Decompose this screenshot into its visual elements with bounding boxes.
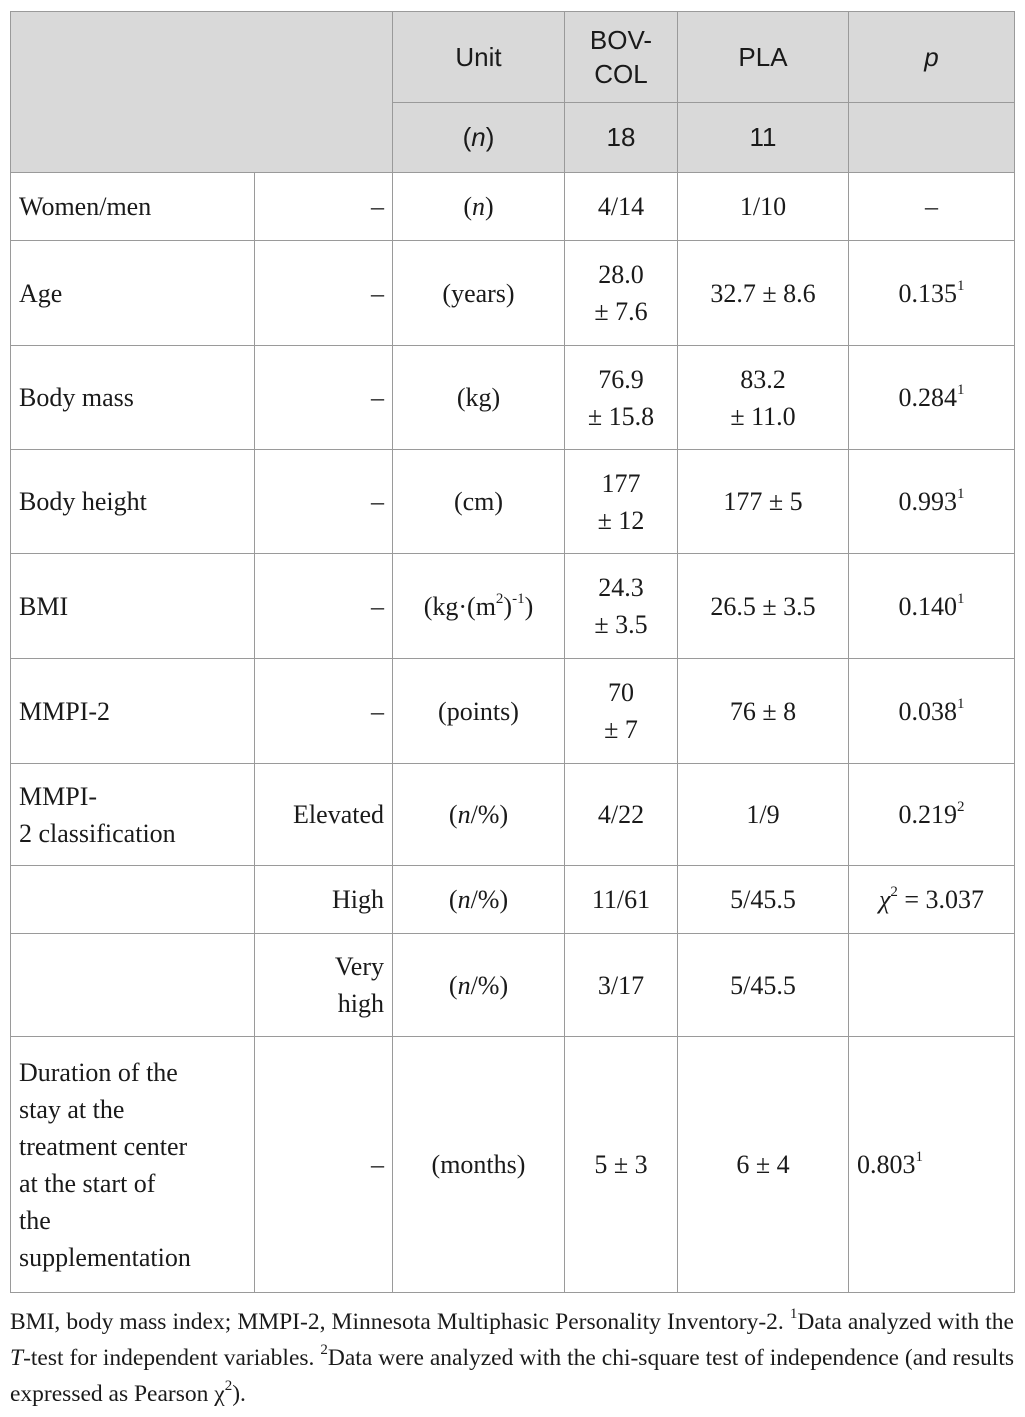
row-unit: $(kg\cdot(m^2)^{-1})$ — [393, 554, 565, 659]
row-p: 0.219$^2$ — [849, 764, 1015, 866]
row-unit: (n/%) — [393, 866, 565, 934]
row-bovcol: 4/22 — [565, 764, 678, 866]
row-label: MMPI-2 — [11, 659, 255, 764]
row-sub: – — [255, 173, 393, 241]
header-p: p — [849, 12, 1015, 103]
row-pla: 26.5 ± 3.5 — [678, 554, 849, 659]
header-n-p — [849, 103, 1015, 173]
row-p: 0.038$^1$ — [849, 659, 1015, 764]
row-sub: – — [255, 241, 393, 346]
row-sub: High — [255, 866, 393, 934]
demographics-table — [10, 11, 1015, 1293]
row-unit: (kg) — [393, 346, 565, 450]
row-sub: – — [255, 554, 393, 659]
header-group-bovcol: BOV- COL — [565, 12, 678, 103]
row-p: 0.993$^1$ — [849, 450, 1015, 554]
row-sub: Elevated — [255, 764, 393, 866]
header-n-label: (n) — [393, 103, 565, 173]
table-footnote: BMI, body mass index; MMPI-2, Minnesota Multiphasic Personality Inventory-2. $^1$Data analyzed with the T-test for independent variables. $^2$Data were analyzed with the chi-square test of independence (and results expressed as Pearson $\chi^2$). — [10, 1306, 1014, 1407]
header-row — [11, 12, 1015, 103]
row-bovcol: 4/14 — [565, 173, 678, 241]
row-label: BMI — [11, 554, 255, 659]
row-bovcol: 76.9 ± 15.8 — [565, 346, 678, 450]
row-unit: (n) — [393, 173, 565, 241]
row-bovcol: 177 ± 12 — [565, 450, 678, 554]
table-row — [11, 764, 1015, 866]
row-pla: 1/10 — [678, 173, 849, 241]
header-n-bovcol: 18 — [565, 103, 678, 173]
row-p — [849, 934, 1015, 1037]
row-sub: – — [255, 346, 393, 450]
row-label — [11, 934, 255, 1037]
row-bovcol: 24.3 ± 3.5 — [565, 554, 678, 659]
table-row — [11, 346, 1015, 450]
row-pla: 32.7 ± 8.6 — [678, 241, 849, 346]
row-p: $\chi^2 = 3.037$ — [849, 866, 1015, 934]
table-row — [11, 241, 1015, 346]
row-p: 0.135$^1$ — [849, 241, 1015, 346]
row-unit: (cm) — [393, 450, 565, 554]
row-label — [11, 866, 255, 934]
row-unit: (months) — [393, 1037, 565, 1293]
row-unit: (n/%) — [393, 764, 565, 866]
row-label: Age — [11, 241, 255, 346]
table-row — [11, 1037, 1015, 1293]
row-label: Body mass — [11, 346, 255, 450]
row-bovcol: 28.0 ± 7.6 — [565, 241, 678, 346]
row-pla: 5/45.5 — [678, 934, 849, 1037]
row-pla: 76 ± 8 — [678, 659, 849, 764]
row-pla: 6 ± 4 — [678, 1037, 849, 1293]
header-empty-cell — [11, 12, 393, 173]
row-sub: – — [255, 1037, 393, 1293]
row-p: 0.140$^1$ — [849, 554, 1015, 659]
row-p: 0.803$^1$ — [849, 1037, 1015, 1293]
row-bovcol: 5 ± 3 — [565, 1037, 678, 1293]
row-p: 0.284$^1$ — [849, 346, 1015, 450]
row-sub: – — [255, 659, 393, 764]
row-unit: (years) — [393, 241, 565, 346]
table-row — [11, 866, 1015, 934]
row-sub: Very high — [255, 934, 393, 1037]
row-pla: 5/45.5 — [678, 866, 849, 934]
row-label: Women/men — [11, 173, 255, 241]
row-sub: – — [255, 450, 393, 554]
row-pla: 1/9 — [678, 764, 849, 866]
table-row — [11, 934, 1015, 1037]
row-label: Body height — [11, 450, 255, 554]
row-unit: (points) — [393, 659, 565, 764]
row-p: – — [849, 173, 1015, 241]
header-n-pla: 11 — [678, 103, 849, 173]
table-row — [11, 554, 1015, 659]
row-unit: (n/%) — [393, 934, 565, 1037]
row-label: Duration of the stay at the treatment center at the start of the supplementation — [11, 1037, 255, 1293]
table-row — [11, 173, 1015, 241]
table-row — [11, 659, 1015, 764]
header-unit: Unit — [393, 12, 565, 103]
row-pla: 177 ± 5 — [678, 450, 849, 554]
row-bovcol: 70 ± 7 — [565, 659, 678, 764]
row-label: MMPI- 2 classification — [11, 764, 255, 866]
table-row — [11, 450, 1015, 554]
row-bovcol: 3/17 — [565, 934, 678, 1037]
row-bovcol: 11/61 — [565, 866, 678, 934]
row-pla: 83.2 ± 11.0 — [678, 346, 849, 450]
header-group-pla: PLA — [678, 12, 849, 103]
